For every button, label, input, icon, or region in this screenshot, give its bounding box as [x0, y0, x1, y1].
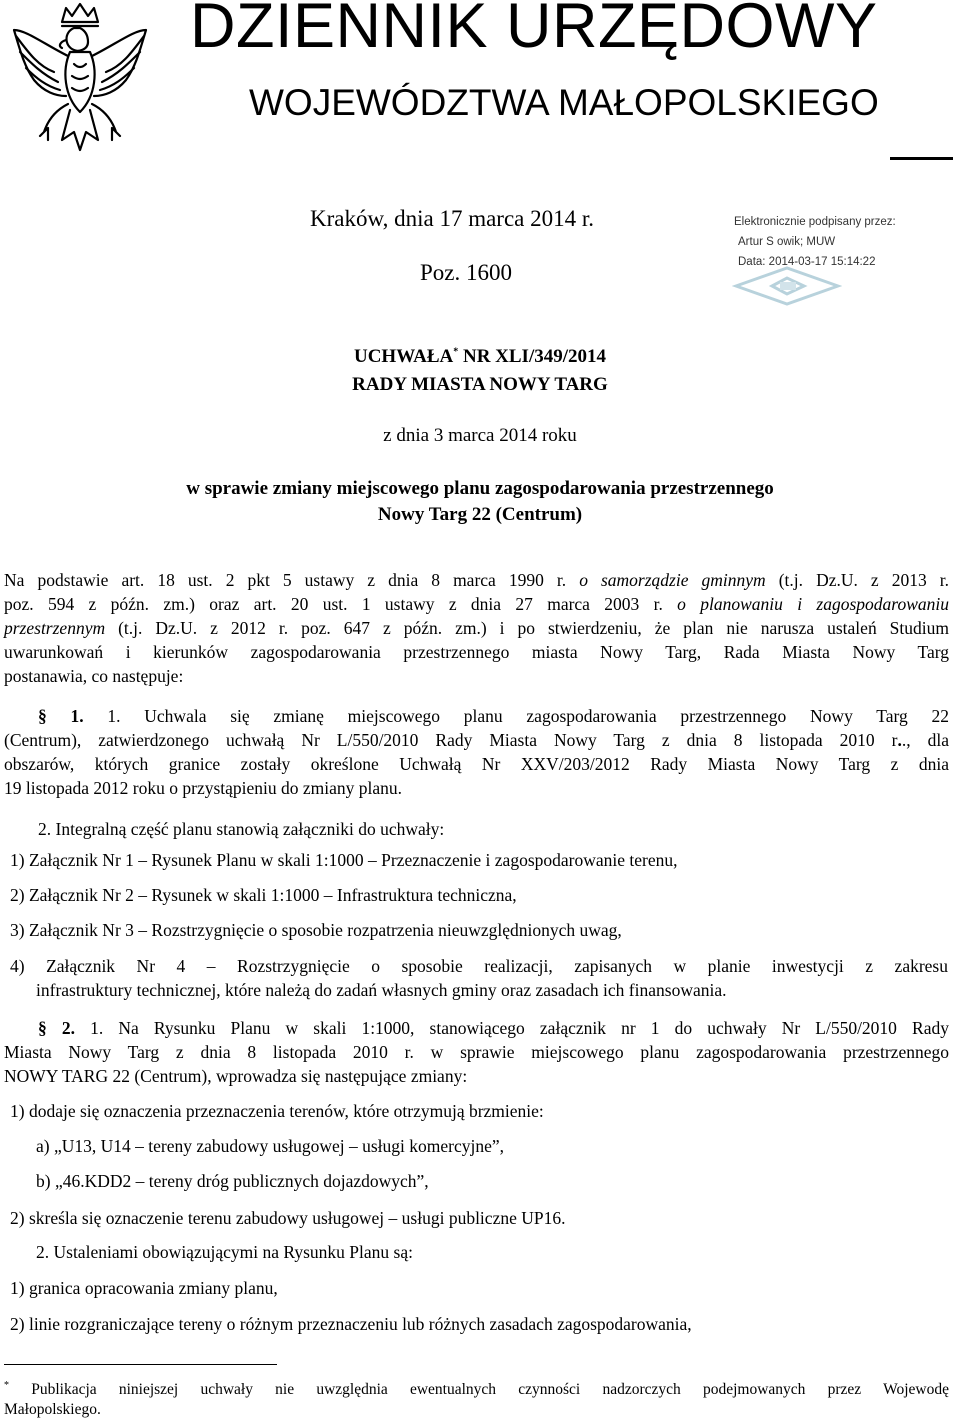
footnote-line-2: Małopolskiego. — [4, 1401, 101, 1418]
attachment-item-4-line-2: infrastruktury technicznej, które należą do zadań własnych gminy oraz zasadach ich finansowania. — [36, 980, 727, 1000]
change-item-a: a) „U13, U14 – tereny zabudowy usługowej – usługi komercyjne”, — [36, 1136, 505, 1156]
electronic-signature — [734, 212, 896, 272]
eagle-emblem-icon — [4, 0, 156, 170]
city-date: Kraków, dnia 17 marca 2014 r. — [310, 206, 595, 231]
attachment-item-4-line-1: 4) Załącznik Nr 4 – Rozstrzygnięcie o sposobie realizacji, zapisanych w planie inwestycji z zakresu — [10, 956, 948, 976]
preamble — [4, 568, 949, 688]
journal-title: DZIENNIK URZĘDOWY — [190, 0, 878, 61]
journal-subtitle: WOJEWÓDZTWA MAŁOPOLSKIEGO — [249, 82, 879, 123]
binding-item-2: 2) linie rozgraniczające tereny o różnym przeznaczeniu lub różnych zasadach zagospodarowania, — [10, 1314, 692, 1334]
resolution-date: z dnia 3 marca 2014 roku — [383, 425, 577, 446]
s1-line-2: (Centrum), zatwierdzonego uchwałą Nr L/550/2010 Rady Miasta Nowy Targ z dnia 8 listopada 2010 r.., dla — [4, 730, 949, 750]
s2-line-3: NOWY TARG 22 (Centrum), wprowadza się następujące zmiany: — [4, 1066, 468, 1086]
binding-item-1: 1) granica opracowania zmiany planu, — [10, 1278, 278, 1298]
signature-line-2: Artur S owik; MUW — [738, 236, 836, 248]
s2-line-1: § 2. 1. Na Rysunku Planu w skali 1:1000, stanowiącego załącznik nr 1 do uchwały Nr L/550/2010 Rady — [38, 1018, 949, 1038]
signature-line-1: Elektronicznie podpisany przez: — [734, 216, 896, 228]
section-2-paragraph-1 — [4, 1016, 949, 1088]
attachment-item-4 — [10, 954, 948, 1002]
s1-line-4: 19 listopada 2012 roku o przystąpieniu do zmiany planu. — [4, 778, 403, 798]
preamble-line-3: przestrzennym (t.j. Dz.U. z 2012 r. poz. 647 z późn. zm.) i po stwierdzeniu, że plan nie narusza ustaleń Studium — [4, 618, 949, 638]
change-item-b: b) „46.KDD2 – tereny dróg publicznych dojazdowych”, — [36, 1171, 429, 1191]
preamble-line-1: Na podstawie art. 18 ust. 2 pkt 5 ustawy z dnia 8 marca 1990 r. o samorządzie gminnym (t.j. Dz.U. z 2013 r. — [4, 570, 949, 590]
preamble-line-5: postanawia, co następuje: — [4, 666, 184, 686]
attachment-item-1: 1) Załącznik Nr 1 – Rysunek Planu w skali 1:1000 – Przeznaczenie i zagospodarowanie terenu, — [10, 850, 678, 870]
signature-seal-icon — [732, 266, 842, 306]
attachment-item-2: 2) Załącznik Nr 2 – Rysunek w skali 1:1000 – Infrastruktura techniczna, — [10, 885, 517, 905]
attachment-item-3: 3) Załącznik Nr 3 – Rozstrzygnięcie o sposobie rozpatrzenia nieuwzględnionych uwag, — [10, 920, 622, 940]
footnote — [4, 1380, 949, 1420]
resolution-council: RADY MIASTA NOWY TARG — [352, 374, 608, 395]
s1-line-3: obszarów, których granice zostały określone Uchwałą Nr XXV/203/2012 Rady Miasta Nowy Targ z dnia — [4, 754, 949, 774]
s1-line-1: § 1. 1. Uchwala się zmianę miejscowego planu zagospodarowania przestrzennego Nowy Targ 22 — [38, 706, 950, 726]
resolution-subject-line-1: w sprawie zmiany miejscowego planu zagospodarowania przestrzennego — [186, 478, 774, 499]
s1-paragraph-2: 2. Integralną część planu stanowią załączniki do uchwały: — [38, 819, 445, 839]
footnote-line-1: * Publikacja niniejszej uchwały nie uwzględnia ewentualnych czynności nadzorczych podejmowanych przez Wojewodę — [4, 1379, 949, 1398]
header-rule — [890, 157, 953, 160]
change-item-2: 2) skreśla się oznaczenie terenu zabudowy usługowej – usługi publiczne UP16. — [10, 1208, 566, 1228]
signature-line-3: Data: 2014-03-17 15:14:22 — [738, 256, 876, 268]
resolution-subject-line-2: Nowy Targ 22 (Centrum) — [377, 504, 583, 525]
resolution-title: UCHWAŁA* NR XLI/349/2014 — [353, 346, 607, 367]
position-number: Poz. 1600 — [420, 260, 512, 285]
footnote-rule — [4, 1364, 277, 1365]
preamble-line-2: poz. 594 z późn. zm.) oraz art. 20 ust. 1 ustawy z dnia 27 marca 2003 r. o planowaniu i zagospodarowaniu — [4, 594, 949, 614]
s2-line-2: Miasta Nowy Targ z dnia 8 listopada 2010 r. w sprawie miejscowego planu zagospodarowania przestrzennego — [4, 1042, 949, 1062]
section-1-paragraph-1 — [4, 704, 949, 800]
change-item-1: 1) dodaje się oznaczenia przeznaczenia terenów, które otrzymują brzmienie: — [10, 1101, 544, 1121]
s2-paragraph-2: 2. Ustaleniami obowiązującymi na Rysunku Planu są: — [36, 1242, 413, 1262]
preamble-line-4: uwarunkowań i kierunków zagospodarowania przestrzennego miasta Nowy Targ, Rada Miasta Nowy Targ — [4, 642, 949, 662]
